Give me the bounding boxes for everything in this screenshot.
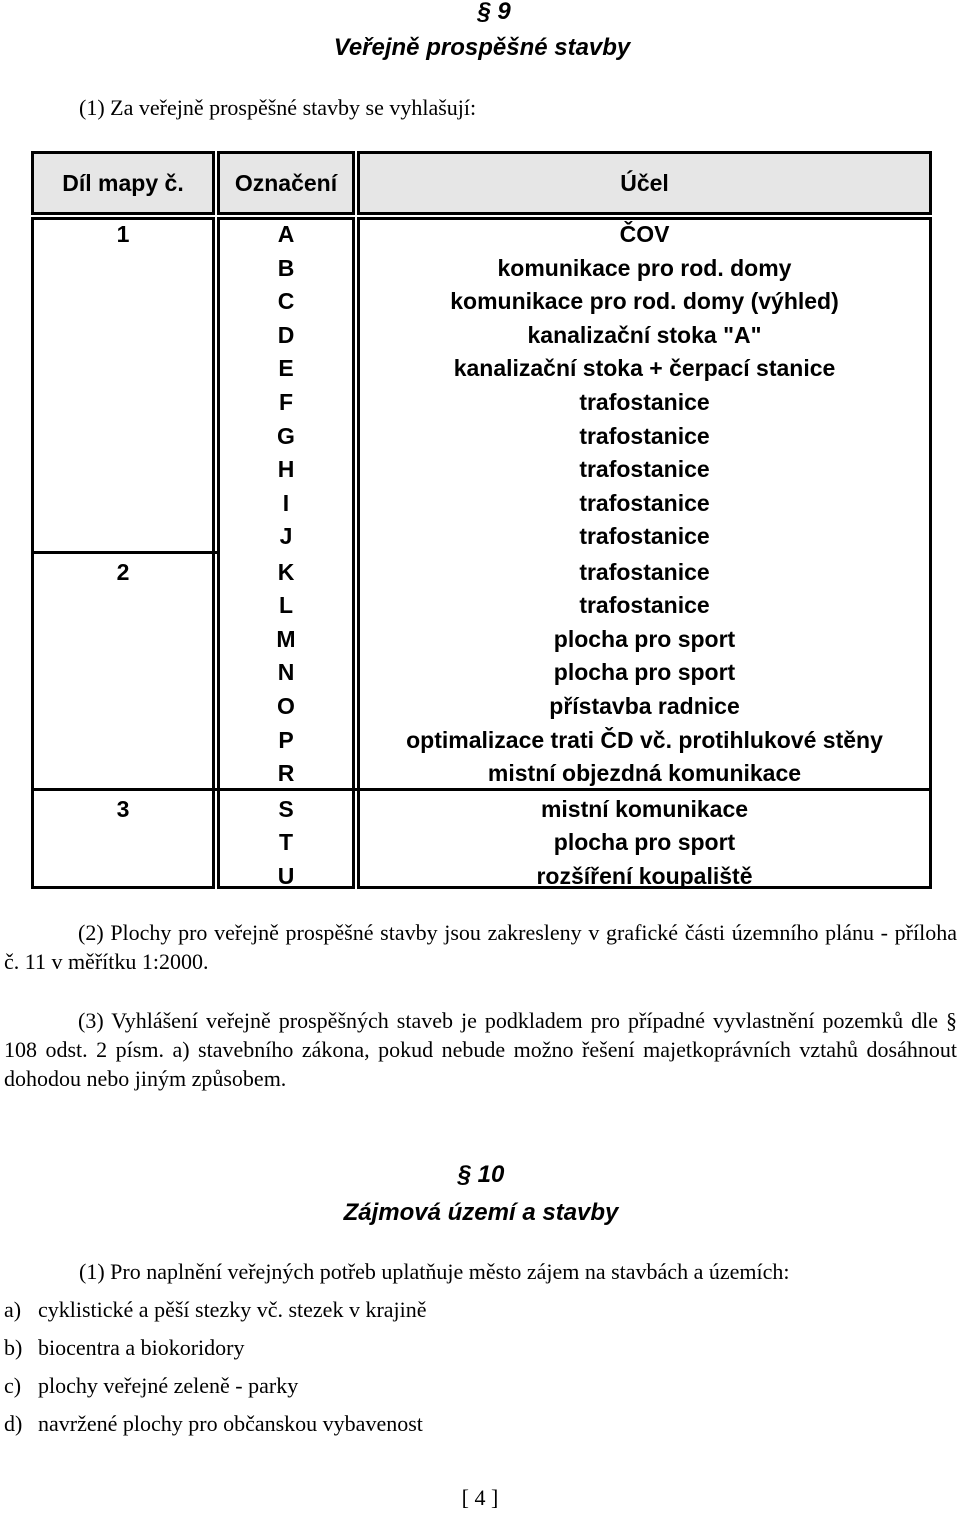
paragraph-2-text: (2) Plochy pro veřejně prospěšné stavby jsou zakresleny v grafické části územního plánu - příloha č. 11 v měřítku 1:2000. [4,920,957,974]
cell-oznaceni: D [277,321,295,348]
cell-oznaceni: J [279,523,293,550]
cell-ucel: trafostanice [579,592,710,619]
header-oznaceni: Označení [217,151,355,215]
cell-dil: 3 [116,795,130,822]
cell-dil [31,726,215,754]
list-item-a [4,1296,427,1324]
section-10-intro: (1) Pro naplnění veřejných potřeb uplatňuje město zájem na stavbách a územích: [79,1259,790,1284]
section-10-sign: § 10 [457,1161,505,1188]
group-divider-2 [31,551,217,554]
list-item-d [4,1410,423,1438]
list-label: d) [4,1411,23,1436]
cell-oznaceni: T [278,829,294,856]
cell-ucel: kanalizační stoka "A" [527,321,762,348]
cell-ucel: komunikace pro rod. domy [497,254,792,281]
cell-ucel: trafostanice [579,422,710,449]
cell-dil [31,692,215,720]
public-works-table [31,151,932,889]
cell-dil [31,287,215,315]
cell-oznaceni: R [277,760,295,787]
cell-dil [31,591,215,619]
list-text: plochy veřejné zeleně - parky [38,1373,299,1398]
cell-dil [31,522,215,550]
list-text: navržené plochy pro občanskou vybavenost [38,1411,423,1436]
list-label: a) [4,1297,22,1322]
cell-oznaceni: A [277,221,295,247]
cell-oznaceni: U [277,862,295,889]
cell-oznaceni: N [277,659,295,686]
cell-dil [31,455,215,483]
header-ucel: Účel [357,151,932,215]
cell-oznaceni: L [278,592,294,619]
list-label: c) [4,1373,22,1398]
cell-ucel: trafostanice [579,456,710,483]
cell-ucel: trafostanice [579,489,710,516]
cell-ucel: přístavba radnice [549,692,740,719]
cell-dil [31,422,215,450]
cell-oznaceni: E [278,355,294,382]
page-number: [ 4 ] [461,1485,499,1510]
cell-dil [31,862,215,890]
cell-dil [31,354,215,382]
cell-oznaceni: O [277,692,295,719]
cell-ucel: plocha pro sport [553,659,736,686]
cell-ucel: trafostanice [579,523,710,550]
section-9-intro: (1) Za veřejně prospěšné stavby se vyhlašují: [79,95,477,120]
cell-oznaceni: C [277,288,295,315]
paragraph-2 [4,918,957,976]
cell-dil [31,254,215,282]
cell-ucel: komunikace pro rod. domy (výhled) [450,288,839,315]
section-9-title: Veřejně prospěšné stavby [333,34,631,61]
cell-oznaceni: G [277,422,295,449]
cell-dil [31,321,215,349]
cell-dil [31,759,215,787]
cell-dil [31,625,215,653]
paragraph-3-text: (3) Vyhlášení veřejně prospěšných staveb je podkladem pro případné vyvlastnění pozemků dle § 108 odst. 2 písm. a) stavebního zákona, pokud nebude možno řešení majetkoprávních vztahů dosáhnout dohodou nebo jiným způsobem. [4,1008,957,1091]
cell-dil: 1 [116,221,130,247]
list-item-b [4,1334,245,1362]
cell-oznaceni: F [278,389,294,415]
list-text: cyklistické a pěší stezky vč. stezek v krajině [38,1297,427,1322]
cell-dil [31,388,215,416]
cell-ucel: mistní komunikace [540,795,749,822]
cell-oznaceni: I [282,489,290,516]
cell-dil [31,828,215,856]
cell-dil [31,658,215,686]
section-9-sign: § 9 [477,0,511,25]
cell-ucel: kanalizační stoka + čerpací stanice [453,355,836,382]
cell-ucel: trafostanice [579,558,710,585]
header-dil-mapy: Díl mapy č. [31,151,215,215]
cell-oznaceni: S [278,795,294,822]
cell-ucel: optimalizace trati ČD vč. protihlukové stěny [406,726,883,753]
cell-ucel: plocha pro sport [553,829,736,856]
cell-ucel: trafostanice [579,389,710,415]
cell-ucel: rozšíření koupaliště [536,862,753,889]
cell-oznaceni: K [277,558,295,585]
cell-ucel: mistní objezdná komunikace [487,760,802,787]
cell-oznaceni: H [277,456,295,483]
cell-dil [31,489,215,517]
list-text: biocentra a biokoridory [38,1335,245,1360]
cell-oznaceni: B [277,254,295,281]
cell-dil: 2 [116,558,130,585]
cell-ucel: ČOV [619,221,670,247]
list-item-c [4,1372,298,1400]
cell-oznaceni: M [276,625,296,652]
group-divider-3 [31,788,932,791]
list-label: b) [4,1335,23,1360]
cell-ucel: plocha pro sport [553,625,736,652]
paragraph-3 [4,1006,957,1093]
cell-oznaceni: P [278,726,294,753]
section-10-title: Zájmová území a stavby [343,1199,619,1226]
